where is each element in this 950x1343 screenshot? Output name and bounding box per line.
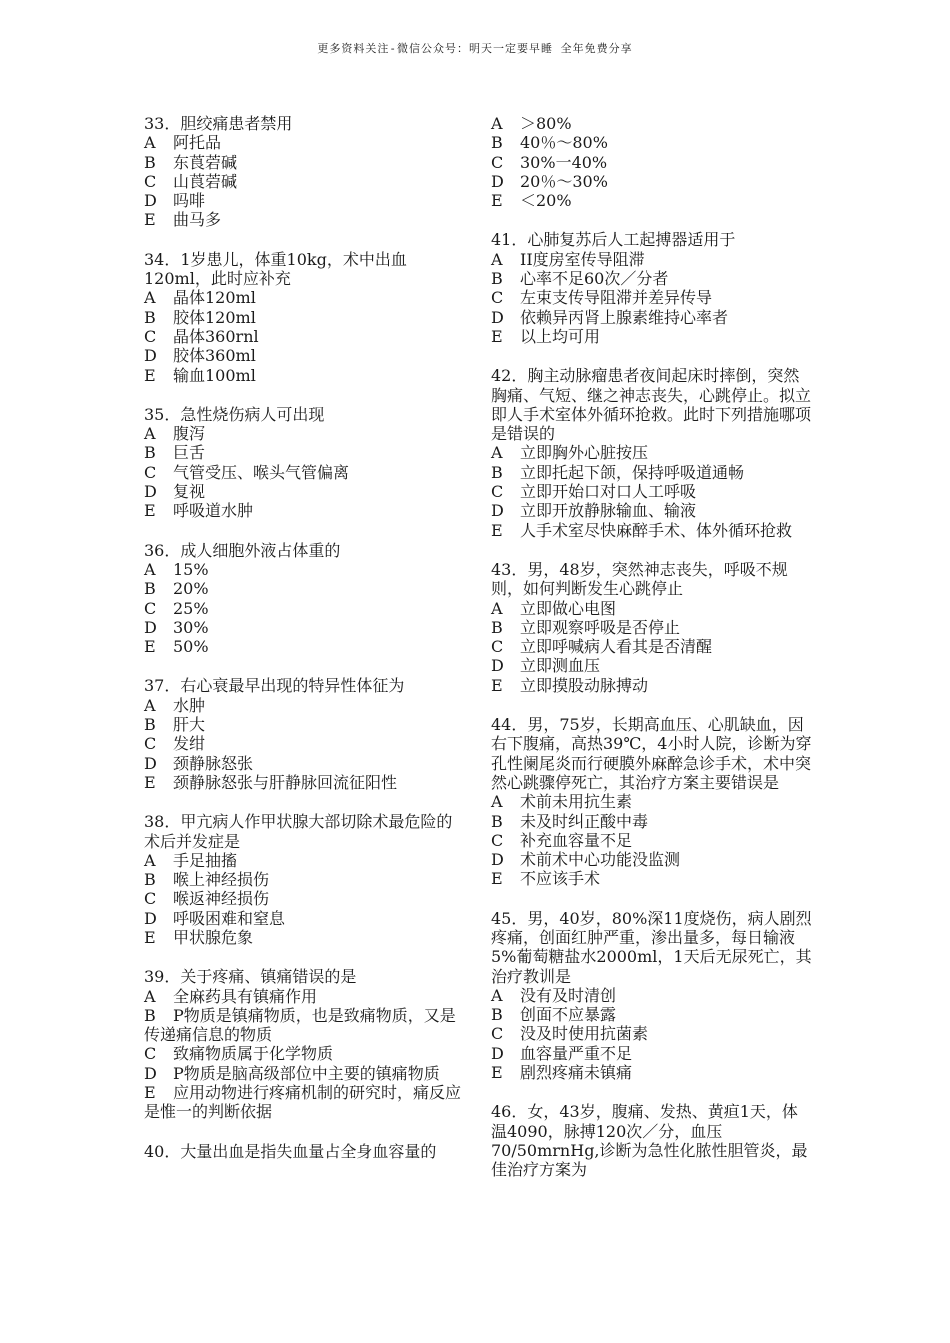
option-text: 20% <box>173 579 209 599</box>
option-letter: B <box>491 617 503 637</box>
option-text: 吗啡 <box>173 191 206 211</box>
option-e <box>491 191 813 210</box>
option-text: 术前术中心功能没监测 <box>520 850 681 870</box>
option-letter: B <box>144 715 156 735</box>
question-stem: 46．女，43岁，腹痛、发热、黄疸1天，体温4090，脉搏120次／分，血压70/50mrnHg,诊断为急性化脓性胆管炎，最佳治疗方案为 <box>491 1102 808 1180</box>
option-e <box>144 773 464 792</box>
option-text: 胶体360ml <box>173 346 256 366</box>
option-text: 颈静脉怒张与肝静脉回流征阳性 <box>173 772 398 792</box>
option-a <box>144 424 464 443</box>
option-c <box>491 482 813 501</box>
option-text: 没有及时清创 <box>520 985 617 1005</box>
option-c <box>144 599 464 618</box>
question-36 <box>144 541 464 657</box>
option-letter: E <box>144 1083 156 1103</box>
option-a <box>144 987 464 1006</box>
question-37 <box>144 676 464 792</box>
option-letter: E <box>491 1063 503 1083</box>
option-text: ＞80% <box>520 114 572 133</box>
question-stem: 35．急性烧伤病人可出现 <box>144 404 325 424</box>
option-letter: E <box>144 210 156 230</box>
option-letter: C <box>491 152 504 172</box>
option-b <box>144 153 464 172</box>
option-letter: D <box>491 656 504 676</box>
option-b <box>491 812 813 831</box>
option-letter: C <box>491 637 504 657</box>
option-text: 立即摸股动脉搏动 <box>520 675 649 695</box>
option-b <box>491 618 813 637</box>
option-c <box>144 327 464 346</box>
option-letter: A <box>144 695 156 715</box>
option-a <box>144 560 464 579</box>
option-text: 立即胸外心脏按压 <box>520 443 649 463</box>
option-text: 剧烈疼痛未镇痛 <box>520 1063 633 1083</box>
option-letter: A <box>491 598 503 618</box>
question-40 <box>144 1142 464 1161</box>
option-text: 喉上神经损伤 <box>173 870 270 890</box>
option-letter: E <box>144 501 156 521</box>
option-text: 30% <box>173 617 209 637</box>
option-letter: C <box>144 734 157 754</box>
question-38 <box>144 812 464 947</box>
option-a <box>144 133 464 152</box>
option-text: 致痛物质属于化学物质 <box>173 1044 334 1064</box>
option-text: 颈静脉怒张 <box>173 753 254 773</box>
option-letter: E <box>144 637 156 657</box>
option-letter: B <box>144 1005 156 1025</box>
left-column <box>144 114 464 1161</box>
option-d <box>144 1064 464 1083</box>
option-text: 立即呼喊病人看其是否清醒 <box>520 637 713 657</box>
option-letter: C <box>491 1024 504 1044</box>
option-e <box>144 210 464 229</box>
option-c <box>491 637 813 656</box>
option-b <box>144 443 464 462</box>
option-letter: A <box>491 443 503 463</box>
option-letter: A <box>144 133 156 153</box>
option-letter: A <box>491 249 503 269</box>
question-stem: 33．胆绞痛患者禁用 <box>144 114 293 133</box>
option-text: 水肿 <box>173 695 206 715</box>
option-letter: B <box>491 1005 503 1025</box>
option-letter: B <box>491 811 503 831</box>
option-a <box>144 851 464 870</box>
option-letter: C <box>144 598 157 618</box>
option-b <box>144 308 464 327</box>
option-text: 未及时纠正酸中毒 <box>520 811 649 831</box>
option-d <box>491 850 813 869</box>
option-text: 发绀 <box>173 734 206 754</box>
option-d <box>491 656 813 675</box>
option-text: 立即开始口对口人工呼吸 <box>520 482 697 502</box>
question-stem: 39．关于疼痛、镇痛错误的是 <box>144 967 357 987</box>
option-d <box>144 618 464 637</box>
option-text: 创面不应暴露 <box>520 1005 617 1025</box>
option-c <box>144 1044 464 1063</box>
option-c <box>491 1024 813 1043</box>
option-letter: C <box>144 1044 157 1064</box>
option-text: 40％～80% <box>520 133 608 153</box>
option-text: 补充血容量不足 <box>520 830 633 850</box>
option-text: 巨舌 <box>173 443 206 463</box>
option-text: P物质是脑高级部位中主要的镇痛物质 <box>173 1063 440 1083</box>
option-letter: C <box>144 171 157 191</box>
option-e <box>144 637 464 656</box>
option-b <box>491 269 813 288</box>
option-letter: A <box>491 792 503 812</box>
option-text: 立即做心电图 <box>520 598 617 618</box>
option-d <box>491 1044 813 1063</box>
option-c <box>144 172 464 191</box>
option-letter: B <box>144 152 156 172</box>
option-d <box>144 754 464 773</box>
option-letter: D <box>491 850 504 870</box>
option-text: 20％～30% <box>520 171 608 191</box>
question-34 <box>144 250 464 385</box>
option-letter: D <box>144 908 157 928</box>
option-letter: C <box>491 830 504 850</box>
option-letter: C <box>491 482 504 502</box>
option-text: 没及时使用抗菌素 <box>520 1024 649 1044</box>
option-text: 血容量严重不足 <box>520 1043 633 1063</box>
option-b <box>144 1006 464 1045</box>
question-40-options <box>491 114 813 210</box>
option-letter: E <box>491 191 503 211</box>
option-e <box>491 327 813 346</box>
option-letter: D <box>144 191 157 211</box>
option-letter: C <box>491 288 504 308</box>
option-text: P物质是镇痛物质，也是致痛物质，又是传递痛信息的物质 <box>144 1005 456 1045</box>
option-letter: C <box>144 889 157 909</box>
option-letter: A <box>144 288 156 308</box>
option-text: 呼吸困难和窒息 <box>173 908 286 928</box>
option-letter: A <box>144 850 156 870</box>
option-b <box>144 715 464 734</box>
question-42 <box>491 366 813 540</box>
option-text: 立即托起下颌，保持呼吸道通畅 <box>520 462 745 482</box>
option-letter: D <box>491 307 504 327</box>
option-text: 全麻药具有镇痛作用 <box>173 986 318 1006</box>
question-45 <box>491 909 813 1083</box>
option-b <box>491 1005 813 1024</box>
option-e <box>144 928 464 947</box>
option-text: 复视 <box>173 482 206 502</box>
option-text: 30%一40% <box>520 152 608 172</box>
question-stem: 40．大量出血是指失血量占全身血容量的 <box>144 1141 437 1161</box>
question-stem: 34．1岁患儿，体重10kg，术中出血120ml，此时应补充 <box>144 249 407 289</box>
question-stem: 37．右心衰最早出现的特异性体征为 <box>144 676 405 696</box>
option-c <box>144 734 464 753</box>
option-letter: B <box>144 579 156 599</box>
option-letter: B <box>144 443 156 463</box>
option-letter: B <box>491 133 503 153</box>
question-stem: 43．男，48岁，突然神志丧失，呼吸不规则，如何判断发生心跳停止 <box>491 559 788 599</box>
option-letter: D <box>491 501 504 521</box>
question-41 <box>491 230 813 346</box>
option-letter: B <box>491 462 503 482</box>
right-column <box>491 114 813 1180</box>
option-text: 依赖异丙肾上腺素维持心率者 <box>520 307 729 327</box>
option-letter: D <box>144 753 157 773</box>
option-c <box>491 288 813 307</box>
option-text: 50% <box>173 637 209 657</box>
option-letter: D <box>144 346 157 366</box>
question-stem: 42．胸主动脉瘤患者夜间起床时摔倒，突然胸痛、气短、继之神志丧失，心跳停止。拟立即人手术室体外循环抢救。此时下列措施哪项是错误的 <box>491 366 812 444</box>
option-letter: D <box>144 482 157 502</box>
option-text: ＜20% <box>520 191 572 211</box>
option-a <box>491 599 813 618</box>
question-stem: 36．成人细胞外液占体重的 <box>144 540 341 560</box>
option-text: 甲状腺危象 <box>173 927 254 947</box>
option-letter: B <box>144 307 156 327</box>
page-header: 更多资料关注-微信公众号：明天一定要早睡 全年免费分享 <box>317 42 633 55</box>
option-text: II度房室传导阻滞 <box>520 249 645 269</box>
option-a <box>491 443 813 462</box>
option-d <box>144 482 464 501</box>
option-text: 手足抽搐 <box>173 850 238 870</box>
option-text: 输血100ml <box>173 365 256 385</box>
option-a <box>491 792 813 811</box>
option-letter: A <box>144 424 156 444</box>
option-e <box>491 1063 813 1082</box>
option-text: 东莨菪碱 <box>173 152 238 172</box>
option-c <box>144 889 464 908</box>
option-text: 术前未用抗生素 <box>520 792 633 812</box>
option-c <box>144 463 464 482</box>
option-b <box>144 579 464 598</box>
option-text: 胶体120ml <box>173 307 256 327</box>
option-letter: A <box>144 986 156 1006</box>
option-text: 以上均可用 <box>520 326 601 346</box>
option-d <box>491 308 813 327</box>
option-text: 不应该手术 <box>520 869 601 889</box>
option-text: 腹泻 <box>173 424 206 444</box>
option-a <box>144 288 464 307</box>
option-text: 曲马多 <box>173 210 222 230</box>
option-letter: E <box>491 675 503 695</box>
question-46 <box>491 1102 813 1179</box>
option-a <box>144 696 464 715</box>
option-a <box>491 250 813 269</box>
option-a <box>491 986 813 1005</box>
option-a <box>491 114 813 133</box>
option-letter: C <box>144 326 157 346</box>
option-text: 晶体120ml <box>173 288 256 308</box>
question-43 <box>491 560 813 695</box>
option-text: 晶体360rnl <box>173 326 259 346</box>
option-text: 呼吸道水肿 <box>173 501 254 521</box>
option-text: 应用动物进行疼痛机制的研究时，痛反应是惟一的判断依据 <box>144 1083 462 1122</box>
option-letter: A <box>144 559 156 579</box>
option-text: 人手术室尽快麻醉手术、体外循环抢救 <box>520 520 793 540</box>
option-text: 山莨菪碱 <box>173 171 238 191</box>
option-letter: D <box>144 617 157 637</box>
option-letter: D <box>491 1043 504 1063</box>
option-d <box>144 191 464 210</box>
option-e <box>144 501 464 520</box>
option-d <box>144 909 464 928</box>
option-text: 25% <box>173 598 209 618</box>
option-text: 立即测血压 <box>520 656 601 676</box>
option-letter: E <box>491 326 503 346</box>
option-e <box>491 676 813 695</box>
option-letter: A <box>491 114 503 133</box>
option-letter: C <box>144 462 157 482</box>
option-d <box>491 501 813 520</box>
option-text: 肝大 <box>173 715 206 735</box>
option-e <box>144 1083 464 1122</box>
option-text: 气管受压、喉头气管偏离 <box>173 462 350 482</box>
option-letter: E <box>491 520 503 540</box>
option-d <box>144 346 464 365</box>
question-stem: 41．心肺复苏后人工起搏器适用于 <box>491 230 736 250</box>
option-e <box>491 869 813 888</box>
option-text: 立即开放静脉输血、输液 <box>520 501 697 521</box>
option-letter: E <box>144 772 156 792</box>
option-e <box>144 366 464 385</box>
option-c <box>491 831 813 850</box>
question-35 <box>144 405 464 521</box>
option-letter: E <box>144 365 156 385</box>
question-44 <box>491 715 813 889</box>
question-39 <box>144 967 464 1121</box>
option-b <box>491 463 813 482</box>
option-d <box>491 172 813 191</box>
option-text: 心率不足60次／分者 <box>520 269 669 289</box>
question-stem: 45．男，40岁，80%深11度烧伤，病人剧烈疼痛，创面红肿严重，渗出量多，每日输液5%葡萄糖盐水2000ml，1天后无尿死亡，其治疗教训是 <box>491 908 812 986</box>
option-b <box>144 870 464 889</box>
option-letter: B <box>144 870 156 890</box>
option-text: 左束支传导阻滞并差异传导 <box>520 288 713 308</box>
option-text: 喉返神经损伤 <box>173 889 270 909</box>
option-e <box>491 521 813 540</box>
option-text: 立即观察呼吸是否停止 <box>520 617 681 637</box>
option-b <box>491 133 813 152</box>
question-stem: 44．男，75岁，长期高血压、心肌缺血，因右下腹痛，高热39℃，4小时人院，诊断为穿孔性阑尾炎而行硬膜外麻醉急诊手术，术中突然心跳骤停死亡，其治疗方案主要错误是 <box>491 715 812 792</box>
option-letter: A <box>491 985 503 1005</box>
option-text: 15% <box>173 559 209 579</box>
option-letter: D <box>491 171 504 191</box>
option-c <box>491 153 813 172</box>
question-stem: 38．甲亢病人作甲状腺大部切除术最危险的术后并发症是 <box>144 812 453 851</box>
option-letter: B <box>491 269 503 289</box>
option-text: 阿托品 <box>173 133 222 153</box>
option-letter: E <box>144 927 156 947</box>
option-letter: E <box>491 869 503 889</box>
question-33 <box>144 114 464 230</box>
option-letter: D <box>144 1063 157 1083</box>
